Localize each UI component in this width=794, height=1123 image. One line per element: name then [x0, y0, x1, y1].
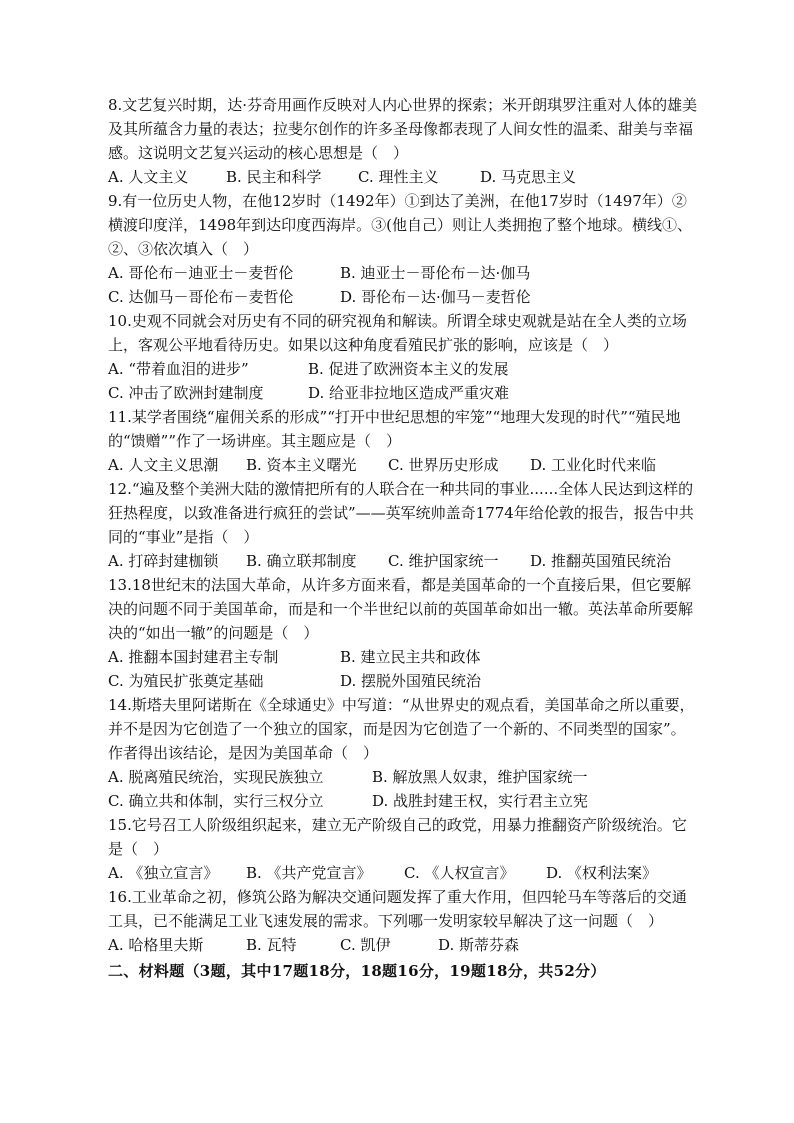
- question-item: [108, 309, 698, 405]
- question-list: [108, 93, 698, 983]
- option-a: A. 人文主义思潮: [108, 456, 219, 474]
- option-row: [108, 933, 698, 957]
- option-c: C. 凯伊: [340, 936, 391, 954]
- question-item: [108, 477, 698, 573]
- option-c: C. 确立共和体制，实行三权分立: [108, 792, 324, 810]
- option-b: B. 民主和科学: [226, 168, 322, 186]
- option-d: D. 马克思主义: [480, 168, 577, 186]
- option-b: B. 《共产党宣言》: [246, 864, 372, 882]
- question-item: [108, 405, 698, 477]
- question-text: 8.文艺复兴时期，达·芬奇用画作反映对人内心世界的探索；米开朗琪罗注重对人体的雄美及其所蕴含力量的表达；拉斐尔创作的许多圣母像都表现了人间女性的温柔、甜美与幸福感。这说明文艺复兴运动的核心思想是（ ）: [108, 96, 698, 162]
- question-text: 10.史观不同就会对历史有不同的研究视角和解读。所谓全球史观就是站在全人类的立场上，客观公平地看待历史。如果以这种角度看殖民扩张的影响，应该是（ ）: [108, 312, 687, 354]
- question-text: 14.斯塔夫里阿诺斯在《全球通史》中写道：“从世界史的观点看，美国革命之所以重要，并不是因为它创造了一个独立的国家，而是因为它创造了一个新的、不同类型的国家”。作者得出该结论，是因为美国革命（ ）: [108, 696, 695, 762]
- option-row: [108, 261, 698, 285]
- option-b: B. 促进了欧洲资本主义的发展: [308, 360, 509, 378]
- option-row: [108, 861, 698, 885]
- option-b: B. 迪亚士－哥伦布－达·伽马: [340, 264, 531, 282]
- question-options: [108, 861, 698, 885]
- question-text: 12.“遍及整个美洲大陆的激情把所有的人联合在一种共同的事业......全体人民达到这样的狂热程度，以致准备进行疯狂的尝试”——英军统帅盖奇1774年给伦敦的报告，报告中共同的“事业”是指（ ）: [108, 480, 694, 546]
- section-title: 二、材料题（3题，其中17题18分，18题16分，19题18分，共52分）: [108, 962, 606, 980]
- option-b: B. 建立民主共和政体: [340, 648, 481, 666]
- question-options: [108, 261, 698, 309]
- question-text: 13.18世纪末的法国大革命，从许多方面来看，都是美国革命的一个直接后果，但它要解决的问题不同于美国革命，而是和一个半世纪以前的英国革命如出一辙。英法革命所要解决的“如出一辙”的问题是（ ）: [108, 576, 694, 642]
- question-options: [108, 453, 698, 477]
- question-options: [108, 933, 698, 957]
- option-a: A. 《独立宣言》: [108, 864, 219, 882]
- option-row: [108, 669, 698, 693]
- option-row: [108, 357, 698, 381]
- option-c: C. 维护国家统一: [388, 552, 499, 570]
- question-item: [108, 573, 698, 693]
- option-c: C. 达伽马－哥伦布－麦哲伦: [108, 288, 294, 306]
- option-a: A. 脱离殖民统治，实现民族独立: [108, 768, 324, 786]
- option-row: [108, 549, 698, 573]
- question-item: [108, 693, 698, 813]
- option-d: D. 推翻英国殖民统治: [530, 552, 672, 570]
- option-a: A. 哈格里夫斯: [108, 936, 204, 954]
- question-options: [108, 357, 698, 405]
- option-d: D. 战胜封建王权，实行君主立宪: [372, 792, 589, 810]
- option-d: D. 《权利法案》: [546, 864, 658, 882]
- option-c: C. 《人权宣言》: [404, 864, 515, 882]
- option-d: D. 给亚非拉地区造成严重灾难: [308, 384, 510, 402]
- option-c: C. 为殖民扩张奠定基础: [108, 672, 264, 690]
- option-row: [108, 645, 698, 669]
- question-item: [108, 189, 698, 309]
- option-row: [108, 381, 698, 405]
- question-options: [108, 549, 698, 573]
- option-row: [108, 789, 698, 813]
- option-a: A. 哥伦布－迪亚士－麦哲伦: [108, 264, 294, 282]
- option-d: D. 工业化时代来临: [530, 456, 657, 474]
- question-item: [108, 885, 698, 957]
- option-row: [108, 285, 698, 309]
- option-c: C. 世界历史形成: [388, 456, 499, 474]
- option-c: C. 理性主义: [358, 168, 439, 186]
- question-text: 16.工业革命之初，修筑公路为解决交通问题发挥了重大作用，但四轮马车等落后的交通工具，已不能满足工业飞速发展的需求。下列哪一发明家较早解决了这一问题（ ）: [108, 888, 687, 930]
- option-row: [108, 453, 698, 477]
- option-row: [108, 165, 698, 189]
- question-item: [108, 813, 698, 885]
- question-item: [108, 93, 698, 189]
- option-a: A. “带着血泪的进步”: [108, 360, 249, 378]
- option-b: B. 瓦特: [246, 936, 297, 954]
- option-d: D. 斯蒂芬森: [438, 936, 520, 954]
- question-options: [108, 645, 698, 693]
- option-b: B. 资本主义曙光: [246, 456, 357, 474]
- option-a: A. 推翻本国封建君主专制: [108, 648, 279, 666]
- option-d: D. 摆脱外国殖民统治: [340, 672, 482, 690]
- option-row: [108, 765, 698, 789]
- question-text: 9.有一位历史人物，在他12岁时（1492年）①到达了美洲，在他17岁时（1497年）②横渡印度洋，1498年到达印度西海岸。③(他自己）则让人类拥抱了整个地球。横线①、②、③依次填入（ ）: [108, 192, 693, 258]
- question-text: 11.某学者围绕“雇佣关系的形成”“打开中世纪思想的牢笼”“地理大发现的时代”“殖民地的“馈赠””作了一场讲座。其主题应是（ ）: [108, 408, 681, 450]
- option-d: D. 哥伦布－达·伽马－麦哲伦: [340, 288, 531, 306]
- option-c: C. 冲击了欧洲封建制度: [108, 384, 264, 402]
- question-options: [108, 165, 698, 189]
- option-a: A. 人文主义: [108, 168, 189, 186]
- question-options: [108, 765, 698, 813]
- option-b: B. 解放黑人奴隶，维护国家统一: [372, 768, 588, 786]
- option-b: B. 确立联邦制度: [246, 552, 357, 570]
- question-text: 15.它号召工人阶级组织起来，建立无产阶级自己的政党，用暴力推翻资产阶级统治。它是（ ）: [108, 816, 687, 858]
- option-a: A. 打碎封建枷锁: [108, 552, 219, 570]
